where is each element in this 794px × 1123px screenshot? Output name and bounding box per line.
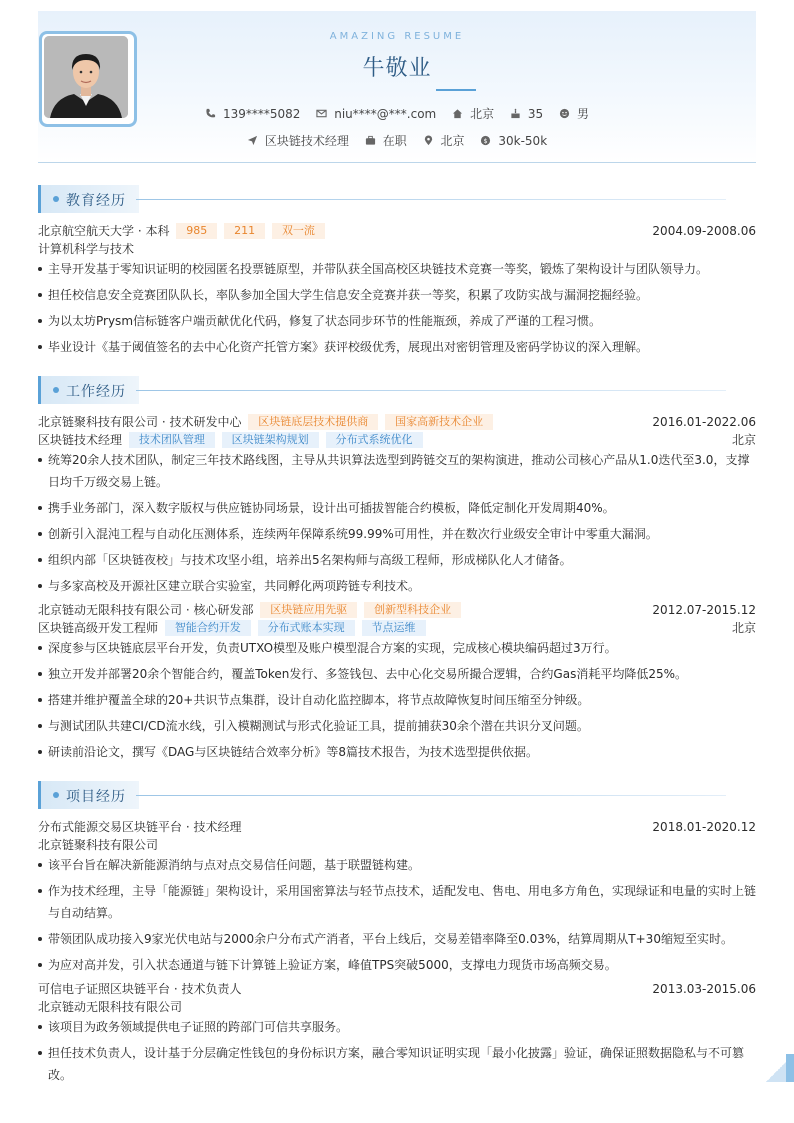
work-section-header bbox=[38, 376, 756, 404]
send-icon bbox=[247, 135, 258, 146]
expected-salary: 30k-50k bbox=[498, 134, 548, 148]
list-item: 主导开发基于零知识证明的校园匿名投票链原型，并带队获全国高校区块链技术竞赛一等奖，锻炼了架构设计与团队领导力。 bbox=[38, 258, 756, 280]
list-item: 统筹20余人技术团队，制定三年技术路线图，主导从共识算法选型到跨链交互的架构演进，推动公司核心产品从1.0迭代至3.0，支撑日均千万级交易上链。 bbox=[38, 449, 756, 493]
gender: 男 bbox=[577, 107, 590, 121]
education-section-header bbox=[38, 185, 756, 213]
section-divider bbox=[136, 795, 726, 796]
projects-title: 项目经历 bbox=[66, 789, 126, 805]
location-pin-icon bbox=[423, 135, 434, 146]
section-dot bbox=[53, 792, 59, 798]
list-item: 与测试团队共建CI/CD流水线，引入模糊测试与形式化验证工具，提前捕获30余个潜在共识分叉问题。 bbox=[38, 715, 756, 737]
section-dot bbox=[53, 387, 59, 393]
city: 北京 bbox=[470, 107, 495, 121]
section-divider bbox=[136, 390, 726, 391]
job-date: 2012.07-2015.12 bbox=[652, 603, 756, 617]
role-tag: 分布式系统优化 bbox=[326, 432, 423, 448]
list-item: 为应对高并发，引入状态通道与链下计算链上验证方案，峰值TPS突破5000，支撑电力现货市场高频交易。 bbox=[38, 954, 756, 976]
job-role: 区块链高级开发工程师 bbox=[38, 621, 159, 635]
education-date: 2004.09-2008.06 bbox=[652, 224, 756, 238]
age-info bbox=[510, 107, 543, 121]
list-item: 创新引入混沌工程与自动化压测体系，连续两年保障系统99.99%可用性，并在数次行业级安全审计中零重大漏洞。 bbox=[38, 523, 756, 545]
projects-section-header bbox=[38, 781, 756, 809]
job-city: 北京 bbox=[731, 433, 756, 447]
project-date: 2018.01-2020.12 bbox=[652, 820, 756, 834]
role-tag: 节点运维 bbox=[362, 620, 426, 636]
email-address: niu****@***.com bbox=[334, 107, 437, 121]
edu-tag: 211 bbox=[224, 223, 265, 239]
page-corner-accent bbox=[786, 1054, 794, 1082]
target-position: 区块链技术经理 bbox=[264, 134, 349, 148]
mail-icon bbox=[316, 108, 327, 119]
gender-info bbox=[559, 105, 589, 122]
list-item: 作为技术经理，主导「能源链」架构设计，采用国密算法与轻节点技术，适配发电、售电、用电多方角色，实现绿证和电量的实时上链与自动结算。 bbox=[38, 880, 756, 924]
role-tag: 智能合约开发 bbox=[165, 620, 251, 636]
job-role-row bbox=[38, 432, 756, 448]
status-info bbox=[365, 132, 407, 149]
list-item: 毕业设计《基于阈值签名的去中心化资产托管方案》获评校级优秀，展现出对密钥管理及密码学协议的深入理解。 bbox=[38, 336, 756, 358]
job-role: 区块链技术经理 bbox=[38, 433, 123, 447]
list-item: 独立开发并部署20余个智能合约，覆盖Token发行、多签钱包、去中心化交易所撮合逻辑，合约Gas消耗平均降低25%。 bbox=[38, 663, 756, 685]
work-title: 工作经历 bbox=[66, 384, 126, 400]
target-location: 北京 bbox=[440, 134, 465, 148]
list-item: 担任技术负责人，设计基于分层确定性钱包的身份标识方案，融合零知识证明实现「最小化披露」验证，确保证照数据隐私与不可篡改。 bbox=[38, 1042, 756, 1086]
project-company-row bbox=[38, 999, 756, 1015]
candidate-name: 牛敬业 bbox=[362, 56, 432, 81]
project-company-row bbox=[38, 837, 756, 853]
project-name: 分布式能源交易区块链平台 · 技术经理 bbox=[38, 820, 242, 834]
phone-info bbox=[205, 107, 300, 121]
edu-tag: 985 bbox=[176, 223, 217, 239]
major: 计算机科学与技术 bbox=[38, 242, 135, 256]
job-header-row bbox=[38, 602, 756, 618]
list-item: 深度参与区块链底层平台开发，负责UTXO模型及账户模型混合方案的实现，完成核心模块编码超过3万行。 bbox=[38, 637, 756, 659]
project-header-row bbox=[38, 981, 756, 997]
list-item: 带领团队成功接入9家光伏电站与2000余户分布式产消者，平台上线后，交易差错率降至0.03%，结算周期从T+30缩短至实时。 bbox=[38, 928, 756, 950]
education-title: 教育经历 bbox=[66, 193, 126, 209]
job-bullets bbox=[38, 637, 756, 767]
list-item: 为以太坊Prysm信标链客户端贡献优化代码，修复了状态同步环节的性能瓶颈，养成了严谨的工程习惯。 bbox=[38, 310, 756, 332]
list-item: 担任校信息安全竞赛团队队长，率队参加全国大学生信息安全竞赛并获一等奖，积累了攻防实战与漏洞挖掘经验。 bbox=[38, 284, 756, 306]
edu-tag: 双一流 bbox=[272, 223, 325, 239]
education-bullets bbox=[38, 258, 756, 362]
position-info bbox=[247, 132, 349, 149]
list-item: 研读前沿论文，撰写《DAG与区块链结合效率分析》等8篇技术报告，为技术选型提供依据。 bbox=[38, 741, 756, 763]
city-info bbox=[452, 105, 494, 122]
list-item: 该平台旨在解决新能源消纳与点对点交易信任问题，基于联盟链构建。 bbox=[38, 854, 756, 876]
education-major-row bbox=[38, 241, 756, 257]
list-item: 携手业务部门，深入数字版权与供应链协同场景，设计出可插拔智能合约模板，降低定制化开发周期40%。 bbox=[38, 497, 756, 519]
job-role-row bbox=[38, 620, 756, 636]
section-dot bbox=[53, 196, 59, 202]
job-header-row bbox=[38, 414, 756, 430]
job-intent-row bbox=[38, 132, 756, 149]
list-item: 该项目为政务领域提供电子证照的跨部门可信共享服务。 bbox=[38, 1016, 756, 1038]
coin-icon bbox=[480, 135, 491, 146]
resume-header bbox=[38, 11, 756, 163]
job-date: 2016.01-2022.06 bbox=[652, 415, 756, 429]
face-icon bbox=[559, 108, 570, 119]
name-underline bbox=[436, 89, 476, 91]
cake-icon bbox=[510, 108, 521, 119]
job-bullets bbox=[38, 449, 756, 601]
project-name: 可信电子证照区块链平台 · 技术负责人 bbox=[38, 982, 242, 996]
project-bullets bbox=[38, 854, 756, 980]
phone-icon bbox=[205, 108, 216, 119]
resume-tagline: AMAZING RESUME bbox=[329, 31, 465, 42]
svg-text:$: $ bbox=[483, 136, 488, 145]
company-name: 北京链聚科技有限公司 · 技术研发中心 bbox=[38, 415, 242, 429]
project-company: 北京链聚科技有限公司 bbox=[38, 838, 159, 852]
age: 35 bbox=[527, 107, 544, 121]
salary-info bbox=[480, 134, 547, 148]
education-header-row bbox=[38, 223, 756, 239]
project-company: 北京链动无限科技有限公司 bbox=[38, 1000, 183, 1014]
phone-number: 139****5082 bbox=[222, 107, 301, 121]
school-name: 北京航空航天大学 · 本科 bbox=[38, 224, 170, 238]
company-tag: 区块链底层技术提供商 bbox=[248, 414, 378, 430]
contact-row bbox=[38, 105, 756, 122]
list-item: 组织内部「区块链夜校」与技术攻坚小组，培养出5名架构师与高级工程师，形成梯队化人才储备。 bbox=[38, 549, 756, 571]
section-divider bbox=[136, 199, 726, 200]
list-item: 与多家高校及开源社区建立联合实验室，共同孵化两项跨链专利技术。 bbox=[38, 575, 756, 597]
project-date: 2013.03-2015.06 bbox=[652, 982, 756, 996]
home-icon bbox=[452, 108, 463, 119]
role-tag: 技术团队管理 bbox=[129, 432, 215, 448]
list-item: 搭建并维护覆盖全球的20+共识节点集群，设计自动化监控脚本，将节点故障恢复时间压缩至分钟级。 bbox=[38, 689, 756, 711]
employment-status: 在职 bbox=[382, 134, 407, 148]
company-tag: 区块链应用先驱 bbox=[260, 602, 357, 618]
job-city: 北京 bbox=[731, 621, 756, 635]
company-tag: 国家高新技术企业 bbox=[385, 414, 493, 430]
role-tag: 区块链架构规划 bbox=[222, 432, 319, 448]
role-tag: 分布式账本实现 bbox=[258, 620, 355, 636]
project-bullets bbox=[38, 1016, 756, 1090]
briefcase-icon bbox=[365, 135, 376, 146]
email-info bbox=[316, 107, 436, 121]
company-tag: 创新型科技企业 bbox=[364, 602, 461, 618]
location-info bbox=[423, 132, 465, 149]
project-header-row bbox=[38, 819, 756, 835]
company-name: 北京链动无限科技有限公司 · 核心研发部 bbox=[38, 603, 254, 617]
resume-page bbox=[38, 11, 757, 1082]
